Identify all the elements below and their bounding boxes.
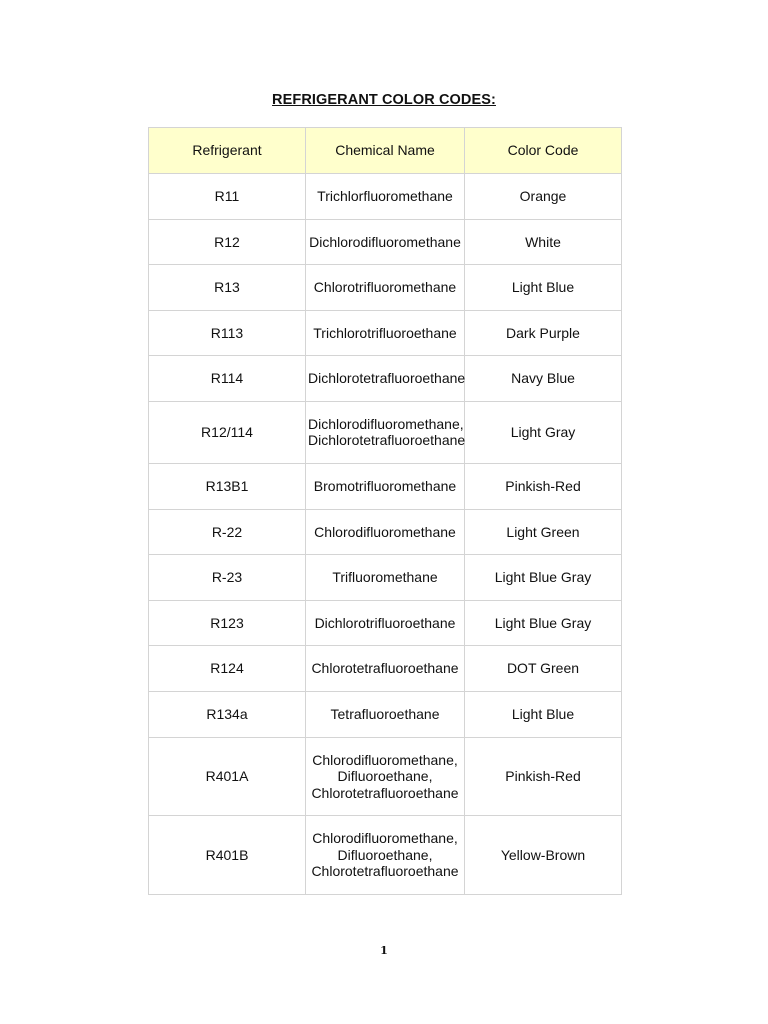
table-row bbox=[149, 691, 622, 737]
chemical-name-line: Chlorotetrafluoroethane bbox=[311, 863, 459, 880]
refrigerant-cell: R134a bbox=[149, 691, 306, 737]
chemical-name-line: Chlorotetrafluoroethane bbox=[311, 660, 459, 677]
table-row bbox=[149, 555, 622, 601]
chemical-name-cell bbox=[306, 555, 465, 601]
chemical-name-line: Difluoroethane, bbox=[337, 846, 433, 863]
chemical-name-line: Chlorodifluoromethane, bbox=[312, 830, 458, 847]
color-code-cell: Light Green bbox=[465, 509, 622, 555]
table-row bbox=[149, 401, 622, 463]
refrigerant-cell: R114 bbox=[149, 356, 306, 402]
table-row bbox=[149, 816, 622, 895]
column-header-refrigerant: Refrigerant bbox=[149, 128, 306, 174]
chemical-name-line: Bromotrifluoromethane bbox=[313, 478, 457, 495]
table-row bbox=[149, 219, 622, 265]
chemical-name-cell bbox=[306, 174, 465, 220]
chemical-name-line: Dichlorodifluoromethane, bbox=[308, 415, 464, 432]
refrigerant-cell: R-22 bbox=[149, 509, 306, 555]
chemical-name-cell bbox=[306, 691, 465, 737]
table-row bbox=[149, 265, 622, 311]
refrigerant-cell: R13B1 bbox=[149, 463, 306, 509]
table-row bbox=[149, 646, 622, 692]
refrigerant-cell: R401A bbox=[149, 737, 306, 816]
chemical-name-line: Chlorodifluoromethane bbox=[314, 523, 456, 540]
table-row bbox=[149, 737, 622, 816]
chemical-name-line: Chlorodifluoromethane, bbox=[312, 751, 458, 768]
color-code-cell: Light Blue bbox=[465, 691, 622, 737]
refrigerant-cell: R-23 bbox=[149, 555, 306, 601]
table-row bbox=[149, 463, 622, 509]
chemical-name-line: Trichlorfluoromethane bbox=[317, 188, 453, 205]
color-code-cell: Yellow-Brown bbox=[465, 816, 622, 895]
color-code-cell: Dark Purple bbox=[465, 310, 622, 356]
table-row bbox=[149, 356, 622, 402]
column-header-chemical-name: Chemical Name bbox=[306, 128, 465, 174]
chemical-name-line: Dichlorodifluoromethane bbox=[309, 233, 461, 250]
column-header-color-code: Color Code bbox=[465, 128, 622, 174]
refrigerant-cell: R401B bbox=[149, 816, 306, 895]
refrigerant-cell: R12/114 bbox=[149, 401, 306, 463]
color-code-cell: Light Blue bbox=[465, 265, 622, 311]
page-number: 1 bbox=[380, 944, 388, 957]
chemical-name-line: Chlorotrifluoromethane bbox=[313, 279, 457, 296]
refrigerant-cell: R113 bbox=[149, 310, 306, 356]
color-code-cell: Pinkish-Red bbox=[465, 737, 622, 816]
chemical-name-cell bbox=[306, 310, 465, 356]
refrigerant-cell: R11 bbox=[149, 174, 306, 220]
color-code-cell: Light Blue Gray bbox=[465, 600, 622, 646]
chemical-name-line: Trifluoromethane bbox=[332, 569, 438, 586]
refrigerant-cell: R124 bbox=[149, 646, 306, 692]
color-code-cell: DOT Green bbox=[465, 646, 622, 692]
refrigerant-color-table bbox=[148, 127, 622, 895]
chemical-name-line: Trichlorotrifluoroethane bbox=[313, 324, 457, 341]
chemical-name-line: Dichlorotetrafluoroethane bbox=[308, 432, 466, 449]
chemical-name-cell bbox=[306, 816, 465, 895]
chemical-name-cell bbox=[306, 646, 465, 692]
chemical-name-cell bbox=[306, 401, 465, 463]
table-row bbox=[149, 509, 622, 555]
color-code-cell: Light Blue Gray bbox=[465, 555, 622, 601]
chemical-name-line: Tetrafluoroethane bbox=[330, 705, 440, 722]
chemical-name-line: Difluoroethane, bbox=[337, 768, 433, 785]
page-title: REFRIGERANT COLOR CODES: bbox=[272, 92, 496, 108]
table-row bbox=[149, 600, 622, 646]
chemical-name-cell bbox=[306, 219, 465, 265]
color-code-cell: Light Gray bbox=[465, 401, 622, 463]
chemical-name-cell bbox=[306, 509, 465, 555]
color-code-cell: Navy Blue bbox=[465, 356, 622, 402]
chemical-name-line: Dichlorotrifluoroethane bbox=[314, 614, 456, 631]
chemical-name-cell bbox=[306, 356, 465, 402]
color-code-cell: Pinkish-Red bbox=[465, 463, 622, 509]
chemical-name-cell bbox=[306, 737, 465, 816]
chemical-name-line: Dichlorotetrafluoroethane bbox=[308, 370, 466, 387]
table-row bbox=[149, 174, 622, 220]
table-row bbox=[149, 310, 622, 356]
color-code-cell: White bbox=[465, 219, 622, 265]
chemical-name-cell bbox=[306, 463, 465, 509]
refrigerant-cell: R123 bbox=[149, 600, 306, 646]
chemical-name-cell bbox=[306, 265, 465, 311]
chemical-name-line: Chlorotetrafluoroethane bbox=[311, 784, 459, 801]
refrigerant-cell: R13 bbox=[149, 265, 306, 311]
chemical-name-cell bbox=[306, 600, 465, 646]
refrigerant-cell: R12 bbox=[149, 219, 306, 265]
table-header-row bbox=[149, 128, 622, 174]
color-code-cell: Orange bbox=[465, 174, 622, 220]
